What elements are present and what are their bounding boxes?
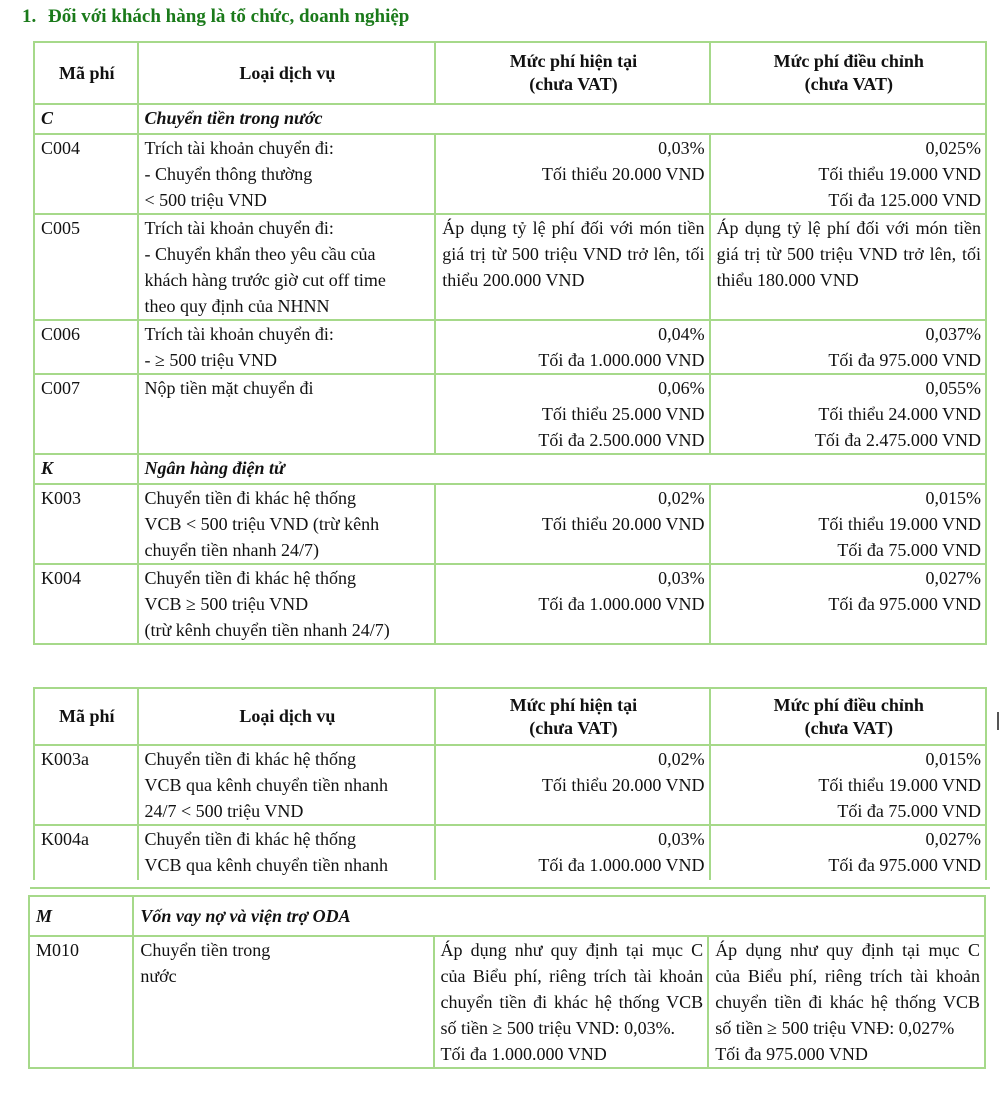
section-number: 1.: [22, 6, 37, 27]
category-name: Chuyển tiền trong nước: [138, 104, 986, 134]
table-header-row: [34, 42, 986, 104]
service-type: Trích tài khoản chuyển đi: - Chuyển thông thường < 500 triệu VND: [138, 134, 436, 214]
table-row: [34, 745, 986, 825]
current-fee: 0,03% Tối đa 1.000.000 VND: [435, 564, 709, 644]
current-fee: 0,02% Tối thiểu 20.000 VND: [435, 745, 709, 825]
page-break-line: [30, 887, 990, 889]
current-fee: 0,02% Tối thiểu 20.000 VND: [435, 484, 709, 564]
fee-code: C007: [34, 374, 138, 454]
header-current-fee: Mức phí hiện tại (chưa VAT): [435, 42, 709, 104]
header-adjusted-fee: Mức phí điều chỉnh (chưa VAT): [710, 688, 986, 745]
fee-table-2: [33, 687, 987, 880]
header-service: Loại dịch vụ: [138, 688, 436, 745]
adjusted-fee: 0,025% Tối thiểu 19.000 VND Tối đa 125.000 VND: [710, 134, 986, 214]
table-row: [34, 825, 986, 879]
adjusted-fee: 0,027% Tối đa 975.000 VND: [710, 564, 986, 644]
adjusted-fee: Áp dụng tỷ lệ phí đối với món tiền giá trị từ 500 triệu VND trở lên, tối thiểu 180.000 VND: [710, 214, 986, 320]
service-type: Trích tài khoản chuyển đi: - Chuyển khẩn theo yêu cầu của khách hàng trước giờ cut off time theo quy định của NHNN: [138, 214, 436, 320]
service-type: Chuyển tiền đi khác hệ thống VCB < 500 triệu VND (trừ kênh chuyển tiền nhanh 24/7): [138, 484, 436, 564]
adjusted-fee: 0,037% Tối đa 975.000 VND: [710, 320, 986, 374]
category-row-k: [34, 454, 986, 484]
current-fee: Áp dụng như quy định tại mục C của Biểu phí, riêng trích tài khoản chuyển tiền đi khác hệ thống VCB số tiền ≥ 500 triệu VND: 0,03%. Tối đa 1.000.000 VND: [434, 936, 709, 1068]
category-name: Ngân hàng điện tử: [138, 454, 986, 484]
table-row: [34, 320, 986, 374]
fee-table-3: [28, 895, 986, 1069]
table-row: [34, 134, 986, 214]
category-row-c: [34, 104, 986, 134]
table-row: [34, 564, 986, 644]
service-type: Chuyển tiền đi khác hệ thống VCB qua kênh chuyển tiền nhanh 24/7 < 500 triệu VND: [138, 745, 436, 825]
category-row-m: [29, 896, 985, 936]
category-code: K: [34, 454, 138, 484]
text-cursor: [997, 712, 999, 730]
fee-code: K004a: [34, 825, 138, 879]
current-fee: 0,03% Tối đa 1.000.000 VND: [435, 825, 709, 879]
header-code: Mã phí: [34, 42, 138, 104]
fee-code: C006: [34, 320, 138, 374]
category-code: C: [34, 104, 138, 134]
table-header-row: [34, 688, 986, 745]
header-code: Mã phí: [34, 688, 138, 745]
adjusted-fee: 0,055% Tối thiểu 24.000 VND Tối đa 2.475.000 VND: [710, 374, 986, 454]
table-row: [34, 484, 986, 564]
fee-code: K003a: [34, 745, 138, 825]
adjusted-fee: 0,015% Tối thiểu 19.000 VND Tối đa 75.000 VND: [710, 484, 986, 564]
header-current-fee: Mức phí hiện tại (chưa VAT): [435, 688, 709, 745]
section-title: Đối với khách hàng là tổ chức, doanh nghiệp: [48, 6, 410, 27]
table-row: [34, 214, 986, 320]
fee-table-1: [33, 41, 987, 645]
adjusted-fee: Áp dụng như quy định tại mục C của Biểu phí, riêng trích tài khoản chuyển tiền đi khác hệ thống VCB số tiền ≥ 500 triệu VNĐ: 0,027% Tối đa 975.000 VND: [708, 936, 985, 1068]
category-code: M: [29, 896, 133, 936]
category-name: Vốn vay nợ và viện trợ ODA: [133, 896, 985, 936]
service-type: Trích tài khoản chuyển đi: - ≥ 500 triệu VND: [138, 320, 436, 374]
section-heading: [22, 6, 409, 28]
service-type: Chuyển tiền đi khác hệ thống VCB ≥ 500 triệu VND (trừ kênh chuyển tiền nhanh 24/7): [138, 564, 436, 644]
fee-code: C004: [34, 134, 138, 214]
table-row: [34, 374, 986, 454]
current-fee: 0,04% Tối đa 1.000.000 VND: [435, 320, 709, 374]
current-fee: Áp dụng tỷ lệ phí đối với món tiền giá trị từ 500 triệu VND trở lên, tối thiểu 200.000 VND: [435, 214, 709, 320]
service-type: Nộp tiền mặt chuyển đi: [138, 374, 436, 454]
header-adjusted-fee: Mức phí điều chỉnh (chưa VAT): [710, 42, 986, 104]
current-fee: 0,03% Tối thiểu 20.000 VND: [435, 134, 709, 214]
fee-code: K003: [34, 484, 138, 564]
service-type: Chuyển tiền đi khác hệ thống VCB qua kênh chuyển tiền nhanh: [138, 825, 436, 879]
header-service: Loại dịch vụ: [138, 42, 436, 104]
current-fee: 0,06% Tối thiểu 25.000 VND Tối đa 2.500.000 VND: [435, 374, 709, 454]
adjusted-fee: 0,015% Tối thiểu 19.000 VND Tối đa 75.000 VND: [710, 745, 986, 825]
fee-code: C005: [34, 214, 138, 320]
adjusted-fee: 0,027% Tối đa 975.000 VND: [710, 825, 986, 879]
table-row: [29, 936, 985, 1068]
fee-code: M010: [29, 936, 133, 1068]
service-type: Chuyển tiền trong nước: [133, 936, 433, 1068]
fee-code: K004: [34, 564, 138, 644]
